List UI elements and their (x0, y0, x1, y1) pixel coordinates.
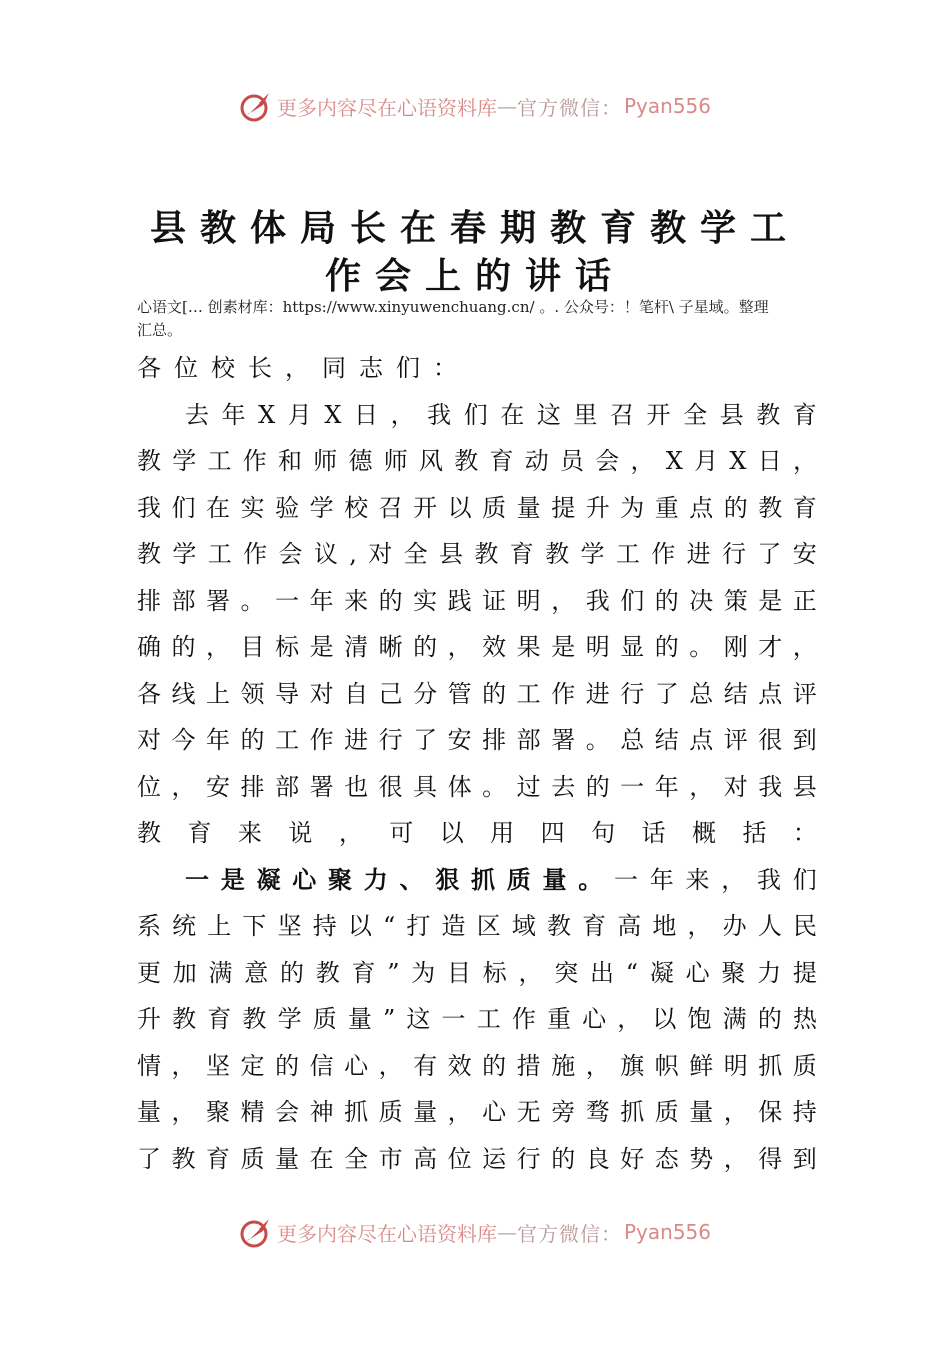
paragraph-line: 各 线 上 领 导 对 自 己 分 管 的 工 作 进 行 了 总 结 点 评 (137, 679, 817, 708)
paragraph-line: 确 的 ， 目 标 是 清 晰 的 ， 效 果 是 明 显 的 。 刚 才 ， (137, 633, 817, 661)
banner-dash: — (496, 94, 517, 118)
source-note-line-1: 心语文[… 创素材库：https://www.xinyuwenchuang.cn/ 。. 公众号：！笔杆\ 子星域。整理 (137, 298, 769, 316)
banner-dash: — (496, 1220, 517, 1244)
paragraph-line: 升 教 育 教 学 质 量 ” 这 一 工 作 重 心 ， 以 饱 满 的 热 (137, 1005, 817, 1033)
paragraph-line: 更 加 满 意 的 教 育 ” 为 目 标 ， 突 出 “ 凝 心 聚 力 提 (137, 958, 817, 987)
document-body (137, 345, 817, 1182)
banner-wechat-id: Pyan556 (623, 94, 711, 118)
quill-logo-icon (239, 1215, 273, 1249)
quill-logo-icon (239, 89, 273, 123)
paragraph-line: 情 ， 坚 定 的 信 心 ， 有 效 的 措 施 ， 旗 帜 鲜 明 抓 质 (137, 1051, 817, 1080)
header-banner (0, 86, 950, 126)
document-title-line-1: 县教体局长在春期教育教学工 (149, 207, 800, 249)
banner-wechat-label: 官方微信： (516, 95, 622, 120)
banner-text: 更多内容尽在心语资料库 (276, 1221, 497, 1246)
source-note (137, 296, 837, 342)
document-title-line-2: 作会上的讲话 (324, 255, 625, 297)
paragraph-line: 教 学 工 作 会 议 , 对 全 县 教 育 教 学 工 作 进 行 了 安 (137, 540, 817, 568)
paragraph-line: 对 今 年 的 工 作 进 行 了 安 排 部 署 。 总 结 点 评 很 到 (137, 726, 817, 754)
paragraph-line: 教 学 工 作 和 师 德 师 风 教 育 动 员 会 ， X 月 X 日 ， (137, 447, 817, 475)
paragraph-line: 系 统 上 下 坚 持 以 “ 打 造 区 域 教 育 高 地 ， 办 人 民 (137, 912, 817, 940)
paragraph-line: 一 是 凝 心 聚 力 、 狠 抓 质 量 。 一 年 来 ， 我 们 (185, 865, 817, 894)
paragraph-line: 位 ， 安 排 部 署 也 很 具 体 。 过 去 的 一 年 ， 对 我 县 (137, 772, 817, 801)
banner-wechat-label: 官方微信： (516, 1221, 622, 1246)
banner-wechat-id: Pyan556 (623, 1220, 711, 1244)
banner-text: 更多内容尽在心语资料库 (276, 95, 497, 120)
paragraph-line: 我 们 在 实 验 学 校 召 开 以 质 量 提 升 为 重 点 的 教 育 (137, 493, 817, 522)
salutation: 各位校长，同志们： (137, 354, 470, 382)
paragraph-line: 排 部 署 。 一 年 来 的 实 践 证 明 ， 我 们 的 决 策 是 正 (137, 586, 817, 615)
paragraph-line: 去 年 X 月 X 日 ， 我 们 在 这 里 召 开 全 县 教 育 (185, 400, 817, 429)
source-note-line-2: 汇总。 (137, 321, 183, 339)
paragraph-line: 教 育 来 说 ， 可 以 用 四 句 话 概 括 ： (137, 819, 817, 847)
footer-banner (0, 1212, 950, 1252)
paragraph-line: 量 ， 聚 精 会 神 抓 质 量 ， 心 无 旁 骛 抓 质 量 ， 保 持 (137, 1098, 817, 1126)
paragraph-line: 了 教 育 质 量 在 全 市 高 位 运 行 的 良 好 态 势 ， 得 到 (137, 1144, 817, 1173)
